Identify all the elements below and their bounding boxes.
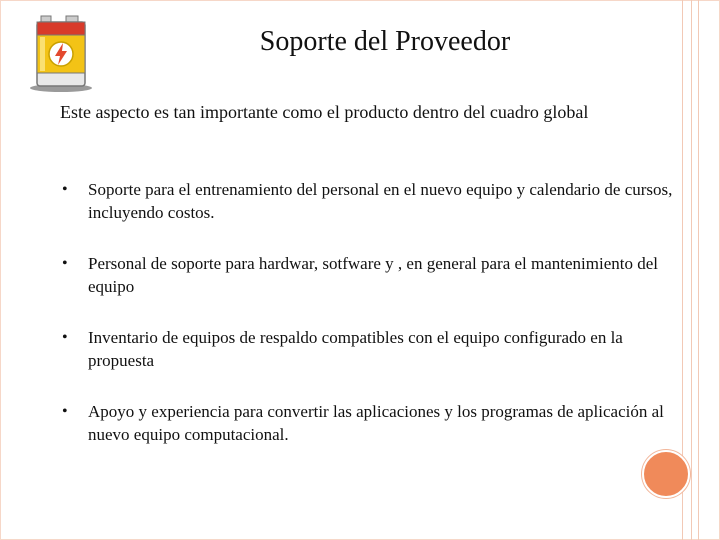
page-title: Soporte del Proveedor bbox=[259, 26, 511, 57]
battery-icon bbox=[28, 14, 94, 94]
bullet-text: Apoyo y experiencia para convertir las aplicaciones y los programas de aplicación al nuevo equipo computacional. bbox=[88, 402, 664, 444]
bullet-text: Personal de soporte para hardwar, sotfware y , en general para el mantenimiento del equipo bbox=[88, 254, 659, 296]
bullet-marker: • bbox=[62, 329, 68, 346]
bullet-text: Soporte para el entrenamiento del personal en el nuevo equipo y calendario de cursos, incluyendo costos. bbox=[88, 180, 673, 222]
bullet-marker: • bbox=[62, 255, 68, 272]
list-item bbox=[60, 400, 700, 446]
subtitle: Este aspecto es tan importante como el producto dentro del cuadro global bbox=[60, 102, 589, 122]
list-item bbox=[60, 326, 700, 372]
list-item bbox=[60, 178, 700, 224]
decorative-circle bbox=[642, 450, 690, 498]
bullet-list bbox=[60, 178, 700, 474]
bullet-marker: • bbox=[62, 403, 68, 420]
list-item bbox=[60, 252, 700, 298]
bullet-marker: • bbox=[62, 181, 68, 198]
bullet-text: Inventario de equipos de respaldo compatibles con el equipo configurado en la propuesta bbox=[88, 328, 623, 370]
